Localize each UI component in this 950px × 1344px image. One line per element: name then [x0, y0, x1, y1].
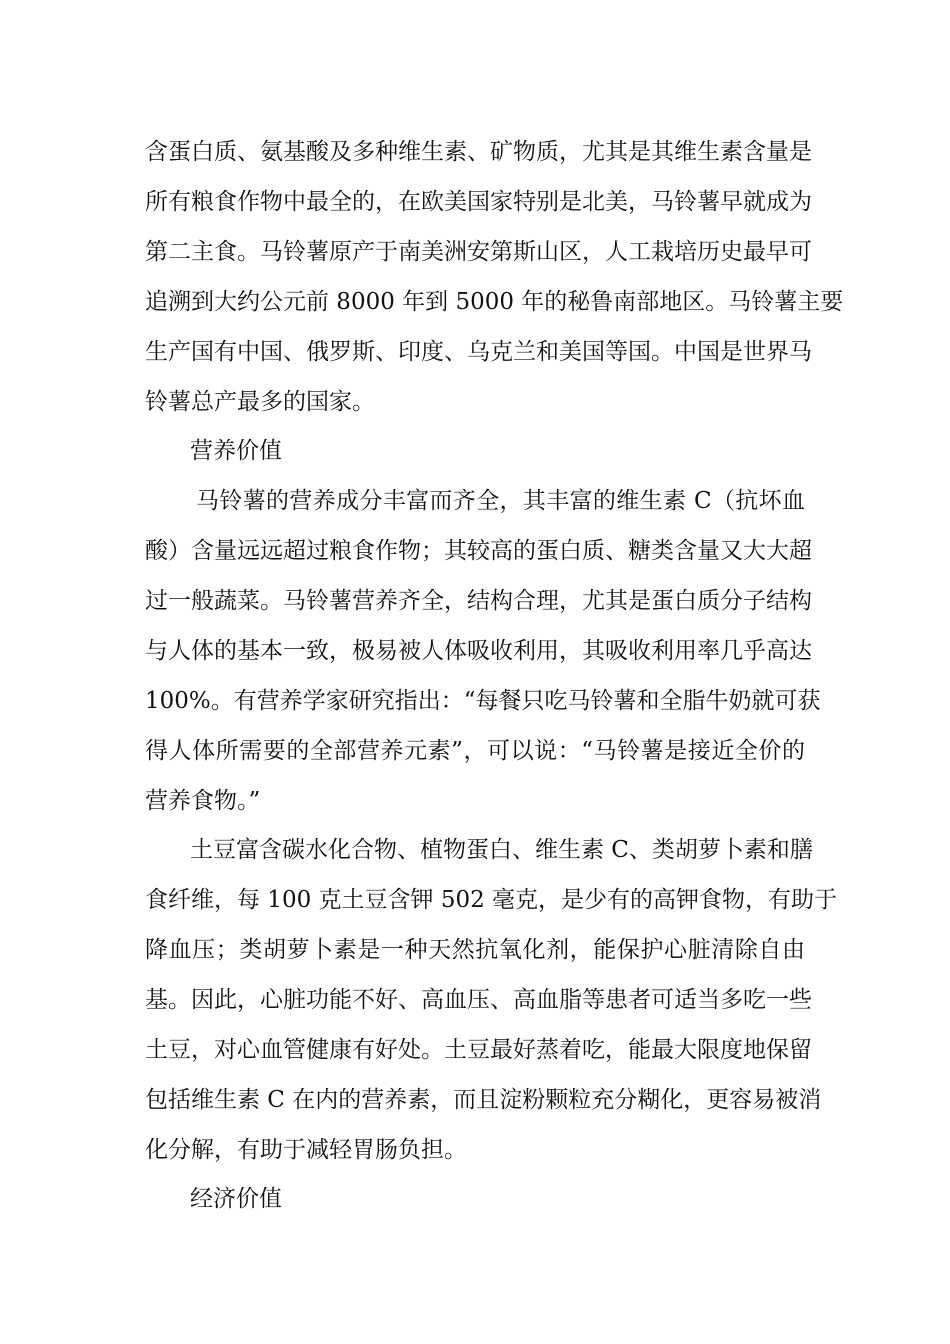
- body-text-line: 含蛋白质、氨基酸及多种维生素、矿物质，尤其是其维生素含量是: [145, 139, 812, 165]
- body-text-line: 100%。有营养学家研究指出：“每餐只吃马铃薯和全脂牛奶就可获: [145, 688, 821, 714]
- section-heading: 营养价值: [190, 438, 282, 464]
- body-text-line: 酸）含量远远超过粮食作物；其较高的蛋白质、糖类含量又大大超: [145, 538, 812, 564]
- body-text-line: 过一般蔬菜。马铃薯营养齐全，结构合理，尤其是蛋白质分子结构: [145, 588, 812, 614]
- body-text-line: 包括维生素 C 在内的营养素，而且淀粉颗粒充分糊化，更容易被消: [145, 1087, 822, 1113]
- body-text-line: 得人体所需要的全部营养元素”，可以说：“马铃薯是接近全价的: [145, 738, 805, 764]
- body-text-line: 第二主食。马铃薯原产于南美洲安第斯山区，人工栽培历史最早可: [145, 239, 812, 265]
- body-text-line: 所有粮食作物中最全的，在欧美国家特别是北美，马铃薯早就成为: [145, 189, 812, 215]
- body-text-line: 食纤维，每 100 克土豆含钾 502 毫克，是少有的高钾食物，有助于: [145, 887, 838, 913]
- body-text-line: 追溯到大约公元前 8000 年到 5000 年的秘鲁南部地区。马铃薯主要: [145, 289, 844, 315]
- body-text-line: 营养食物。”: [145, 788, 261, 814]
- body-text-line: 降血压；类胡萝卜素是一种天然抗氧化剂，能保护心脏清除自由: [145, 937, 805, 963]
- body-text-line: 化分解，有助于减轻胃肠负担。: [145, 1137, 467, 1163]
- body-text-line: 土豆，对心血管健康有好处。土豆最好蒸着吃，能最大限度地保留: [145, 1037, 812, 1063]
- section-heading: 经济价值: [190, 1186, 282, 1212]
- body-text-line: 土豆富含碳水化合物、植物蛋白、维生素 C、类胡萝卜素和膳: [190, 837, 813, 863]
- body-text-line: 与人体的基本一致，极易被人体吸收利用，其吸收利用率几乎高达: [145, 638, 812, 664]
- body-text-line: 铃薯总产最多的国家。: [145, 389, 375, 415]
- body-text-line: 马铃薯的营养成分丰富而齐全，其丰富的维生素 C（抗坏血: [196, 488, 805, 514]
- body-text-line: 生产国有中国、俄罗斯、印度、乌克兰和美国等国。中国是世界马: [145, 339, 812, 365]
- body-text-line: 基。因此，心脏功能不好、高血压、高血脂等患者可适当多吃一些: [145, 987, 812, 1013]
